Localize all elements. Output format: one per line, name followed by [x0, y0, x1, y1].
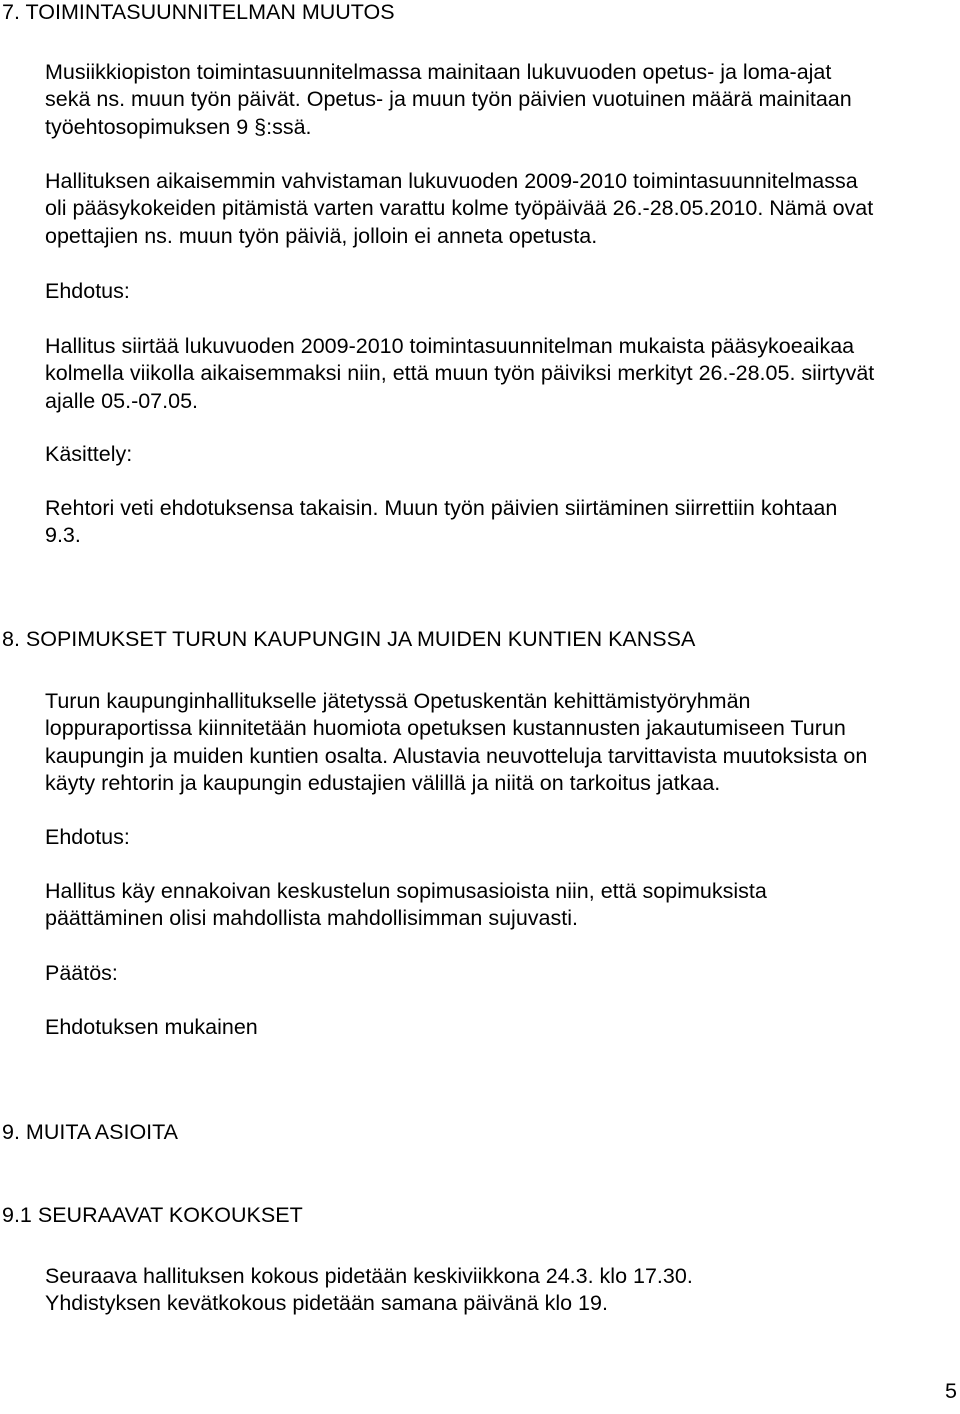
- paragraph-line: kolmella viikolla aikaisemmaksi niin, että muun työn päiviksi merkityt 26.-28.05. siirtyvät: [45, 361, 875, 386]
- paragraph-line: ajalle 05.-07.05.: [45, 388, 198, 413]
- section-8-proposal: [45, 878, 767, 933]
- paragraph-line: sekä ns. muun työn päivät. Opetus- ja muun työn päivien vuotuinen määrä mainitaan: [45, 87, 852, 112]
- paragraph-line: Hallitus käy ennakoivan keskustelun sopimusasioista niin, että sopimuksista: [45, 879, 767, 903]
- section-7-handling: [45, 495, 837, 550]
- paragraph-line: opettajien ns. muun työn päiviä, jolloin ei anneta opetusta.: [45, 223, 598, 248]
- paragraph-line: oli pääsykokeiden pitämistä varten varattu kolme työpäivää 26.-28.05.2010. Nämä ovat: [45, 196, 874, 221]
- section-7-heading: 7. TOIMINTASUUNNITELMAN MUUTOS: [2, 0, 395, 24]
- section-9-heading: 9. MUITA ASIOITA: [2, 1120, 179, 1144]
- paragraph-line: Musiikkiopiston toimintasuunnitelmassa mainitaan lukuvuoden opetus- ja loma-ajat: [45, 60, 832, 84]
- paragraph-line: 9.3.: [45, 523, 81, 548]
- section-8-intro: [45, 688, 867, 797]
- section-7-intro: [45, 59, 852, 141]
- paragraph-line: Hallitus siirtää lukuvuoden 2009-2010 toimintasuunnitelman mukaista pääsykoeaikaa: [45, 334, 855, 358]
- section-7-proposal-label: Ehdotus:: [45, 279, 130, 303]
- section-8-decision-label: Päätös:: [45, 961, 118, 985]
- paragraph-line: päättäminen olisi mahdollista mahdollisimman sujuvasti.: [45, 906, 578, 931]
- section-9-1-heading: 9.1 SEURAAVAT KOKOUKSET: [2, 1203, 303, 1227]
- section-7-background: [45, 168, 873, 250]
- page-number: 5: [945, 1379, 957, 1403]
- paragraph-line: Seuraava hallituksen kokous pidetään keskiviikkona 24.3. klo 17.30.: [45, 1264, 693, 1288]
- paragraph-line: Yhdistyksen kevätkokous pidetään samana päivänä klo 19.: [45, 1291, 608, 1316]
- section-9-1-body: [45, 1263, 693, 1318]
- paragraph-line: loppuraportissa kiinnitetään huomiota opetuksen kustannusten jakautumiseen Turun: [45, 716, 846, 741]
- paragraph-line: kaupungin ja muiden kuntien osalta. Alustavia neuvotteluja tarvittavista muutoksista on: [45, 743, 868, 768]
- paragraph-line: Hallituksen aikaisemmin vahvistaman lukuvuoden 2009-2010 toimintasuunnitelmassa: [45, 169, 858, 193]
- section-8-proposal-label: Ehdotus:: [45, 825, 130, 849]
- paragraph-line: Turun kaupunginhallitukselle jätetyssä Opetuskentän kehittämistyöryhmän: [45, 689, 751, 713]
- paragraph-line: työehtosopimuksen 9 §:ssä.: [45, 114, 312, 139]
- paragraph-line: käyty rehtorin ja kaupungin edustajien välillä ja niitä on tarkoitus jatkaa.: [45, 770, 721, 795]
- section-8-decision: Ehdotuksen mukainen: [45, 1015, 258, 1039]
- section-8-heading: 8. SOPIMUKSET TURUN KAUPUNGIN JA MUIDEN KUNTIEN KANSSA: [2, 627, 696, 651]
- section-7-handling-label: Käsittely:: [45, 442, 133, 466]
- section-7-proposal: [45, 333, 874, 415]
- paragraph-line: Rehtori veti ehdotuksensa takaisin. Muun työn päivien siirtäminen siirrettiin kohtaan: [45, 496, 838, 520]
